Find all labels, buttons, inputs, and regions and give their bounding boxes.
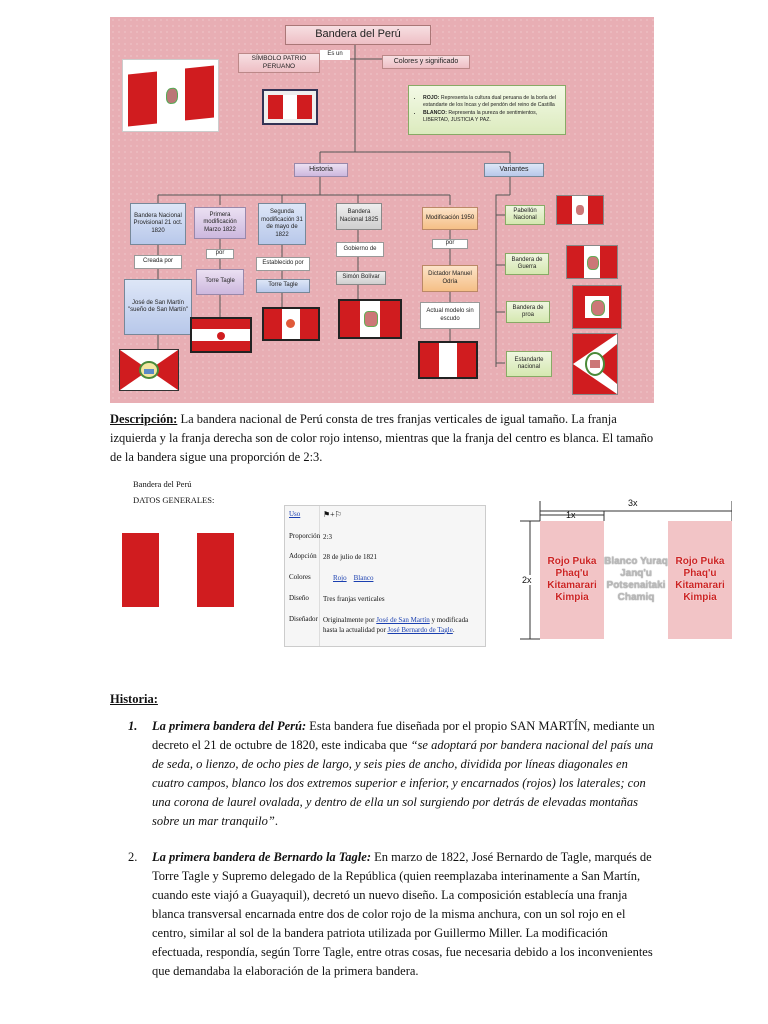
history-box-1822-march: Primera modificación Marzo 1822 [194, 207, 246, 239]
variant-pabellon-box: Pabellón Nacional [505, 205, 545, 225]
variant-estandarte-box: Estandarte nacional [506, 351, 552, 377]
es-un-label: Es un [320, 50, 350, 60]
history-1822-march-sub: por [206, 249, 234, 259]
mind-map-panel [110, 17, 654, 403]
colores-significado-box: Colores y significado [382, 55, 470, 69]
variant-estandarte-flag [572, 333, 618, 395]
info-row-uso [285, 510, 485, 524]
variant-guerra-flag [566, 245, 618, 279]
rojo-meaning-item: • ROJO: Representa la cultura dual peruana de la borla del estandarte de los Incas y del pendón del reino de Castilla [423, 95, 559, 108]
diseno-label: Diseño [289, 594, 309, 602]
simbolo-patrio-box: SÍMBOLO PATRIO PERUANO [238, 53, 320, 73]
disenador-label: Diseñador [289, 615, 318, 623]
stripe-1x-label: 1x [566, 510, 576, 520]
history-box-1950: Modificación 1950 [422, 207, 478, 230]
history-1825-sub: Gobierno de [336, 242, 384, 257]
item2-number: 2. [128, 850, 138, 864]
tagle-link[interactable]: José Bernardo de Tagle [387, 626, 453, 634]
history-box-1822-may: Segunda modificación 31 de mayo de 1822 [258, 203, 306, 245]
mindmap-title-box: Bandera del Perú [285, 25, 431, 45]
peru-flag-large [122, 533, 234, 607]
colors-meaning-list [408, 85, 566, 135]
item2-text: En marzo de 1822, José Bernardo de Tagle, marqués de Torre Tagle y Supremo delegado de la República (quien reemplazaba interinamente a San Martín, cuando este viajó a Guayaquil), decretó un nuevo diseño. La composición establecía una franja blanca transversal encarnada entre dos de color rojo de la misma anchura, con un sol rojo en el centro, similar al sol de la bandera patriota utilizada por Guillermo Miller. La modificación efectuada, respondía, según Torre Tagle, entre otras cosas, fue necesaria debido a los inconvenientes que demandaba la elaboración de la primera bandera. [152, 850, 653, 978]
history-1820-sub: Creada por [134, 255, 182, 269]
description-text: La bandera nacional de Perú consta de tres franjas verticales de igual tamaño. La franja izquierda y la franja derecha son de color rojo intenso, mientras que la franja del centro es blanca. El tamaño de la bandera sigue una proporción de 2:3. [110, 412, 654, 464]
variant-proa-box: Bandera de proa [506, 301, 550, 323]
historia-heading: Historia: [110, 692, 158, 706]
stripe-center-white: Blanco Yuraq Janq'u Potsenaitaki Chamiq [604, 521, 668, 639]
historia-item-2 [152, 848, 658, 981]
proportions-diagram [518, 497, 732, 645]
description-paragraph [110, 410, 658, 467]
item1-text: Esta bandera fue diseñada por el propio SAN MARTÍN, mediante un decreto el 21 de octubre de 1820, este indicaba que [152, 719, 655, 752]
color-blanco-link[interactable]: Blanco [353, 574, 374, 582]
historia-item-1: La primera bandera del Perú: Esta bandera fue diseñada por el propio SAN MARTÍN, mediante un decreto el 21 de octubre de 1820, este indicaba que “se adoptará por bandera nacional del país una de seda, o lienzo, de ocho pies de largo, y seis pies de ancho, dividida por líneas diagonales en cuatro campos, blanco los dos extremos superior e inferior, y encarnados (rojos) los laterales; con una corona de laurel ovalada, y dentro de ella un sol surgiendo por detrás de elevadas montañas sobre un mar tranquilo”. [152, 719, 655, 828]
history-1825-author: Simón Bolívar [336, 271, 386, 285]
flag-1950-image [418, 341, 478, 379]
flag-1825-image [338, 299, 402, 339]
waving-flag-image [122, 59, 219, 132]
colores-value [333, 573, 491, 583]
diseno-value: Tres franjas verticales [323, 595, 385, 603]
history-1822-march-author: Torre Tagle [196, 269, 244, 295]
adopcion-value: 28 de julio de 1821 [323, 553, 378, 561]
history-1950-author: Dictador Manuel Odría [422, 265, 478, 292]
item1-number: 1. [128, 719, 138, 733]
stripe-right-red: Rojo Puka Phaq'u Kitamarari Kimpia [668, 521, 732, 639]
history-box-1825: Bandera Nacional 1825 [336, 203, 382, 230]
description-label: Descripción: [110, 412, 178, 426]
color-rojo-link[interactable]: Rojo [333, 574, 347, 582]
flag-1822-may-image [262, 307, 320, 341]
uso-link[interactable]: Uso [289, 510, 301, 518]
history-1950-sub: por [432, 239, 468, 249]
history-1820-author: José de San Martín "sueño de San Martín" [124, 279, 192, 335]
history-1822-may-sub: Establecido por [256, 257, 310, 271]
colores-label: Colores [289, 573, 311, 581]
historia-box: Historia [294, 163, 348, 177]
general-subtitle: DATOS GENERALES: [133, 495, 215, 505]
item2-title: La primera bandera de Bernardo la Tagle: [152, 850, 371, 864]
disenador-value: Originalmente por José de San Martín y modificada hasta la actualidad por José Bernardo de Tagle. [323, 616, 469, 634]
history-1950-note: Actual modelo sin escudo [420, 302, 480, 329]
width-3x-label: 3x [628, 498, 638, 508]
item1-title: La primera bandera del Perú: [152, 719, 307, 733]
info-table-divider [319, 506, 320, 646]
simbolo-flag-image [262, 89, 318, 125]
variant-pabellon-flag [556, 195, 604, 225]
adopcion-label: Adopción [289, 552, 317, 560]
proporcion-label: Proporción [289, 532, 321, 540]
flag-1820-image [119, 349, 179, 391]
general-title: Bandera del Perú [133, 479, 192, 489]
item1-quote: “se adoptará por bandera nacional del país una de seda, o lienzo, de ocho pies de largo, y seis pies de ancho, dividida por líneas diagonales en cuatro campos, blanco los dos extremos superior e inferior, y encarnados (rojos) los laterales; con una corona de laurel ovalada, y dentro de ella un sol surgiendo por detrás de elevadas montañas sobre un mar tranquilo” [152, 738, 654, 828]
variant-proa-flag [572, 285, 622, 329]
uso-icons: ⚑+⚐ [323, 510, 342, 519]
proporcion-value: 2:3 [323, 533, 332, 541]
blanco-meaning-item: • BLANCO: Representa la pureza de sentimientos, LIBERTAD, JUSTICIA Y PAZ. [423, 110, 559, 123]
history-box-1820: Bandera Nacional Provisional 21 oct. 1820 [130, 203, 186, 245]
flag-1822-march-image [190, 317, 252, 353]
stripe-left-red: Rojo Puka Phaq'u Kitamarari Kimpia [540, 521, 604, 639]
san-martin-link[interactable]: José de San Martín [376, 616, 430, 624]
flag-info-table [284, 505, 486, 647]
variantes-box: Variantes [484, 163, 544, 177]
history-1822-may-author: Torre Tagle [256, 279, 310, 293]
variant-guerra-box: Bandera de Guerra [505, 253, 549, 275]
height-2x-label: 2x [522, 575, 532, 585]
